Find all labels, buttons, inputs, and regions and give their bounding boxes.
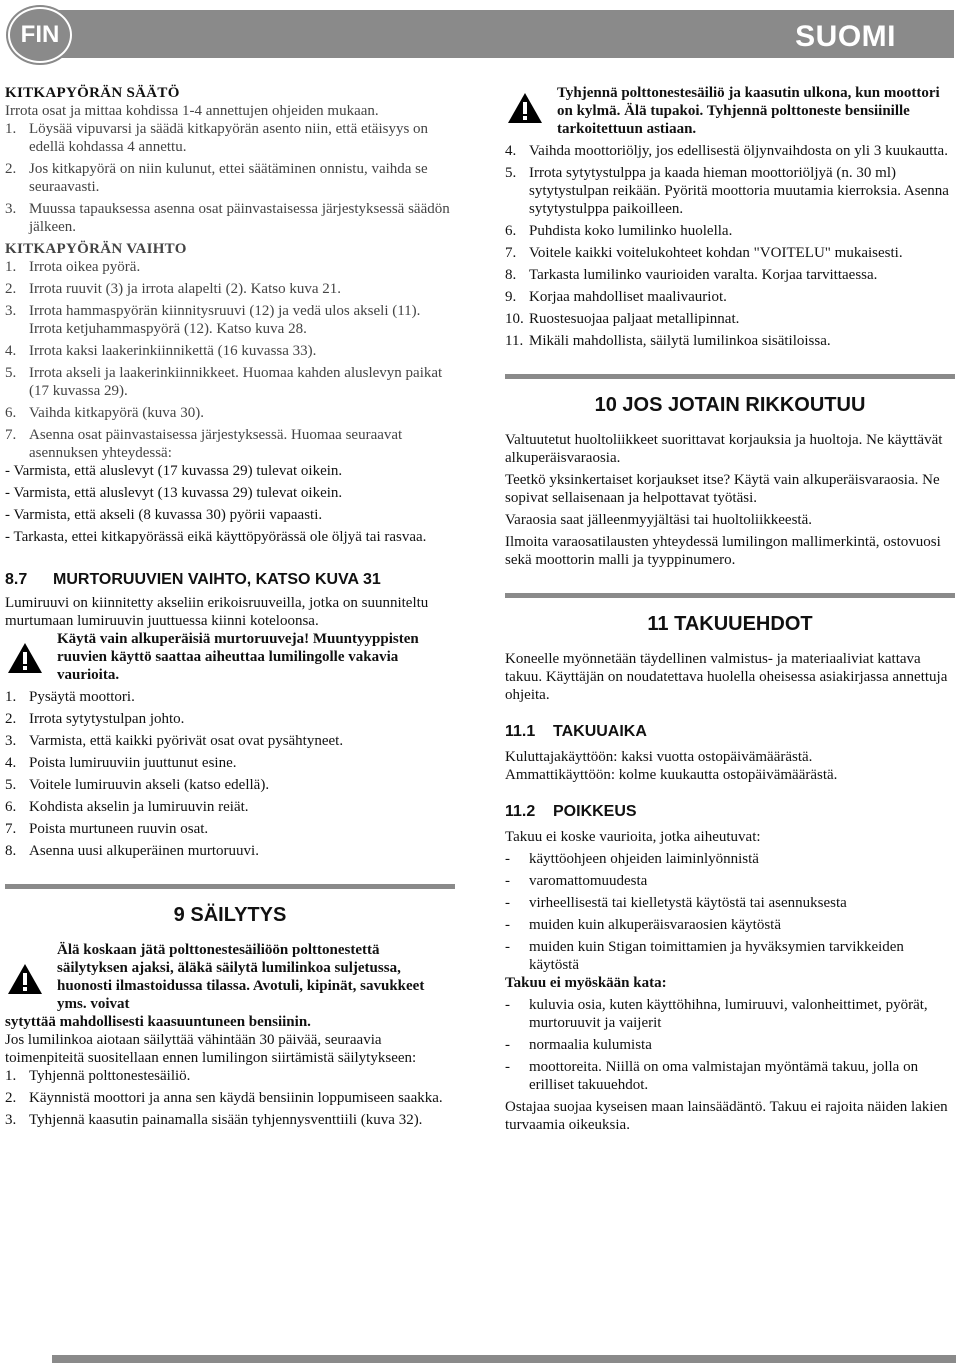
dash-marker: - [505, 895, 510, 911]
also-not-covered-title: Takuu ei myöskään kata: [505, 975, 667, 991]
also-not-covered-list [505, 996, 955, 1094]
item-text: normaalia kulumista [529, 1037, 652, 1053]
language-badge [8, 7, 72, 63]
item-text: muiden kuin Stigan toimittamien ja hyväksymien tarvikkeiden käytöstä [529, 939, 904, 973]
warning-icon [7, 642, 43, 674]
item-text: Irrota sytytystulpan johto. [29, 711, 185, 727]
list-item [5, 798, 455, 816]
item-number: 2. [5, 1090, 17, 1106]
list-item [5, 754, 455, 772]
dash-marker: - [505, 873, 510, 889]
section-10-paragraph-4: Ilmoita varaosatilausten yhteydessä lumilingon mallimerkintä, ostovuosi sekä moottorin malli ja tyyppinumero. [505, 534, 941, 568]
kit-change-title: KITKAPYÖRÄN VAIHTO [5, 241, 187, 257]
list-item [5, 404, 455, 422]
dash-marker: - [505, 917, 510, 933]
item-text: Löysää vipuvarsi ja säädä kitkapyörän asento niin, että etäisyys on edellä kohdassa 4 annettu. [29, 121, 429, 155]
item-text: Pysäytä moottori. [29, 689, 135, 705]
kit-change-notes [5, 462, 455, 546]
item-text: Kohdista akselin ja lumiruuvin reiät. [29, 799, 249, 815]
item-text: Käynnistä moottori ja anna sen käydä bensiinin loppumiseen saakka. [29, 1090, 443, 1106]
closing-paragraph: Ostajaa suojaa kyseisen maan lainsäädäntö. Takuu ei rajoita näiden lakien turvaamia oikeuksia. [505, 1099, 948, 1133]
section-11-title: 11 TAKUUEHDOT [505, 593, 955, 636]
warning-icon [7, 963, 43, 995]
bullet-item [505, 872, 955, 890]
item-number: 4. [5, 755, 17, 771]
item-text: Varmista, että kaikki pyörivät osat ovat pysähtyneet. [29, 733, 344, 749]
section-8-7-heading [5, 570, 455, 590]
section-title: POIKKEUS [553, 803, 637, 820]
item-text: Tarkasta lumilinko vaurioiden varalta. Korjaa tarvittaessa. [529, 267, 878, 283]
list-item [505, 142, 955, 160]
note-item: - Varmista, että aluslevyt (17 kuvassa 29) tulevat oikein. [5, 463, 343, 479]
item-text: Irrota kaksi laakerinkiinnikettä (16 kuvassa 33). [29, 343, 317, 359]
warranty-professional: Ammattikäyttöön: kolme kuukautta ostopäivämäärästä. [505, 767, 838, 783]
kit-adjust-title: KITKAPYÖRÄN SÄÄTÖ [5, 85, 180, 101]
section-11-paragraph: Koneelle myönnetään täydellinen valmistus- ja materiaaliviat kattava takuu. Käyttäjän on noudatettava huolella oheisessa asiakirjassa annettuja ohjeita. [505, 651, 948, 703]
kit-change-list [5, 258, 455, 462]
section-10-paragraph-3: Varaosia saat jälleenmyyjältäsi tai huoltoliikkeestä. [505, 512, 812, 528]
warning-icon [507, 92, 543, 124]
item-number: 3. [5, 201, 17, 217]
section-11-2-heading [505, 802, 955, 822]
section-8-7-list [5, 688, 455, 860]
item-text: muiden kuin alkuperäisvaraosien käytöstä [529, 917, 782, 933]
kit-adjust-list [5, 120, 455, 236]
list-item [5, 342, 455, 360]
item-number: 8. [5, 843, 17, 859]
dash-marker: - [505, 997, 510, 1013]
item-text: Muussa tapauksessa asenna osat päinvastaisessa järjestyksessä säädön jälkeen. [29, 201, 450, 235]
item-text: Irrota ruuvit (3) ja irrota alapelti (2). Katso kuva 21. [29, 281, 341, 297]
section-number: 11.2 [505, 803, 536, 820]
footer-bar [52, 1355, 956, 1363]
storage-steps-list [505, 142, 955, 350]
dash-marker: - [505, 1059, 510, 1075]
item-text: Voitele kaikki voitelukohteet kohdan "VOITELU" mukaisesti. [529, 245, 903, 261]
item-number: 5. [5, 365, 17, 381]
dash-marker: - [505, 939, 510, 955]
item-text: Tyhjennä kaasutin painamalla sisään tyhjennysventtiili (kuva 32). [29, 1112, 423, 1128]
list-item [5, 426, 455, 462]
exception-intro: Takuu ei koske vaurioita, jotka aiheutuvat: [505, 829, 761, 845]
item-text: varomattomuudesta [529, 873, 648, 889]
item-text: käyttöohjeen ohjeiden laiminlyönnistä [529, 851, 759, 867]
item-number: 7. [5, 427, 17, 443]
item-text: Mikäli mahdollista, säilytä lumilinkoa sisätiloissa. [529, 333, 831, 349]
item-text: Irrota hammaspyörän kiinnitysruuvi (12) ja vedä ulos akseli (11). Irrota ketjuhammaspyörä (12). Katso kuva 28. [29, 303, 421, 337]
list-item [5, 280, 455, 298]
section-10-paragraph-1: Valtuutetut huoltoliikkeet suorittavat korjauksia ja huoltoja. Ne käyttävät alkuperäisvaraosia. [505, 432, 943, 466]
item-number: 3. [5, 733, 17, 749]
item-number: 3. [5, 303, 17, 319]
item-text: Vaihda kitkapyörä (kuva 30). [29, 405, 204, 421]
list-item [505, 244, 955, 262]
storage-warning [505, 84, 955, 138]
item-text: Tyhjennä polttonestesäiliö. [29, 1068, 191, 1084]
item-number: 5. [5, 777, 17, 793]
item-text: Korjaa mahdolliset maalivauriot. [529, 289, 727, 305]
item-number: 2. [5, 711, 17, 727]
list-item [5, 200, 455, 236]
item-number: 2. [5, 281, 17, 297]
item-text: Irrota oikea pyörä. [29, 259, 141, 275]
list-item [5, 732, 455, 750]
section-8-7-warning [5, 630, 455, 684]
item-text: moottoreita. Niillä on oma valmistajan myöntämä takuu, jolla on erilliset takuuehdot. [529, 1059, 919, 1093]
exception-list [505, 850, 955, 974]
item-number: 1. [5, 689, 17, 705]
list-item [5, 1089, 455, 1107]
item-text: Poista lumiruuviin juuttunut esine. [29, 755, 237, 771]
language-code: FIN [20, 21, 60, 48]
item-text: Jos kitkapyörä on niin kulunut, ettei säätäminen onnistu, vaihda se seuraavasti. [29, 161, 428, 195]
list-item [5, 842, 455, 860]
item-number: 6. [5, 405, 17, 421]
section-10-paragraph-2: Teetkö yksinkertaiset korjaukset itse? Käytä vain alkuperäisvaraosia. Ne sopivat sellaisenaan ja helpottavat työtäsi. [505, 472, 940, 506]
header-bar [40, 10, 954, 58]
item-text: Irrota sytytystulppa ja kaada hieman moottoriöljyä (n. 30 ml) sytytystulpan reikään. Pyöritä moottoria muutamia kierroksia. Asenna sytytystulppa paikoilleen. [529, 165, 949, 217]
note-item: - Varmista, että akseli (8 kuvassa 30) pyörii vapaasti. [5, 507, 323, 523]
dash-marker: - [505, 1037, 510, 1053]
item-text: kuluvia osia, kuten käyttöhihna, lumiruuvi, valonheittimet, pyörät, murtoruuvit ja vaijerit [529, 997, 928, 1031]
section-title: MURTORUUVIEN VAIHTO, KATSO KUVA 31 [53, 571, 381, 588]
bullet-item [505, 938, 955, 974]
page-header [0, 6, 960, 64]
item-number: 1. [5, 259, 17, 275]
section-number: 11.1 [505, 723, 536, 740]
item-text: virheellisestä tai kielletystä käytöstä tai asennuksesta [529, 895, 847, 911]
item-number: 4. [5, 343, 17, 359]
list-item [5, 302, 455, 338]
warning-text: Älä koskaan jätä polttonestesäiliöön polttonestettä säilytyksen ajaksi, äläkä säilytä lumilinkoa suljetussa, huonosti ilmastoidussa tilassa. Avotuli, kipinät, savukkeet yms. voivat [57, 942, 425, 1012]
item-number: 2. [5, 161, 17, 177]
item-text: Asenna uusi alkuperäinen murtoruuvi. [29, 843, 259, 859]
item-number: 3. [5, 1112, 17, 1128]
warning-text: Käytä vain alkuperäisiä murtoruuveja! Muuntyyppisten ruuvien käyttö saattaa aiheuttaa lumilingolle vakavia vaurioita. [57, 631, 419, 683]
kit-adjust-intro: Irrota osat ja mittaa kohdissa 1-4 annettujen ohjeiden mukaan. [5, 103, 379, 119]
bullet-item [505, 1058, 955, 1094]
item-text: Puhdista koko lumilinko huolella. [529, 223, 733, 239]
bullet-item [505, 850, 955, 868]
section-9-list [5, 1067, 455, 1129]
note-item: - Tarkasta, ettei kitkapyörässä eikä käyttöpyörässä ole öljyä tai rasvaa. [5, 529, 427, 545]
item-number: 6. [5, 799, 17, 815]
section-10-title: 10 JOS JOTAIN RIKKOUTUU [505, 374, 955, 417]
list-item [5, 688, 455, 706]
bullet-item [505, 894, 955, 912]
section-title: TAKUUAIKA [553, 723, 647, 740]
list-item [505, 266, 955, 284]
list-item [505, 164, 955, 218]
bullet-item [505, 996, 955, 1032]
item-text: Asenna osat päinvastaisessa järjestyksessä. Huomaa seuraavat asennuksen yhteydessä: [29, 427, 403, 461]
item-number: 6. [505, 223, 517, 239]
list-item [5, 258, 455, 276]
list-item [505, 222, 955, 240]
section-9-warning [5, 941, 455, 1013]
language-title: SUOMI [795, 20, 896, 53]
section-11-1-heading [505, 722, 955, 742]
item-text: Voitele lumiruuvin akseli (katso edellä). [29, 777, 270, 793]
note-item: - Varmista, että aluslevyt (13 kuvassa 29) tulevat oikein. [5, 485, 343, 501]
dash-marker: - [505, 851, 510, 867]
section-9-warning-tail: sytyttää mahdollisesti kaasuuntuneen bensiinin. [5, 1014, 311, 1030]
list-item [5, 1067, 455, 1085]
item-number: 5. [505, 165, 517, 181]
right-column [505, 84, 955, 1134]
list-item [5, 1111, 455, 1129]
item-number: 1. [5, 1068, 17, 1084]
item-number: 8. [505, 267, 517, 283]
item-text: Vaihda moottoriöljy, jos edellisestä öljynvaihdosta on yli 3 kuukautta. [529, 143, 948, 159]
list-item [5, 710, 455, 728]
list-item [5, 364, 455, 400]
section-8-7-intro: Lumiruuvi on kiinnitetty akseliin erikoisruuveilla, jotka on suunniteltu murtumaan lumiruuvin juuttuessa kiinni koteloonsa. [5, 595, 429, 629]
item-number: 4. [505, 143, 517, 159]
list-item [505, 310, 955, 328]
item-text: Irrota akseli ja laakerinkiinnikkeet. Huomaa kahden aluslevyn paikat (17 kuvassa 29). [29, 365, 443, 399]
item-text: Ruostesuojaa paljaat metallipinnat. [529, 311, 740, 327]
item-number: 1. [5, 121, 17, 137]
list-item [5, 120, 455, 156]
item-number: 10. [505, 311, 524, 327]
bullet-item [505, 916, 955, 934]
left-column [5, 84, 455, 1129]
item-number: 7. [5, 821, 17, 837]
item-number: 11. [505, 333, 524, 349]
section-number: 8.7 [5, 571, 28, 588]
item-number: 7. [505, 245, 517, 261]
list-item [5, 776, 455, 794]
list-item [5, 820, 455, 838]
section-9-intro: Jos lumilinkoa aiotaan säilyttää vähintään 30 päivää, seuraavia toimenpiteitä suositellaan ennen lumilingon siirtämistä säilytykseen: [5, 1032, 417, 1066]
item-number: 9. [505, 289, 517, 305]
warning-text: Tyhjennä polttonestesäiliö ja kaasutin ulkona, kun moottori on kylmä. Älä tupakoi. Tyhjennä polttoneste bensiinille tarkoitettuun astiaan. [557, 85, 940, 137]
list-item [5, 160, 455, 196]
warranty-consumer: Kuluttajakäyttöön: kaksi vuotta ostopäivämäärästä. [505, 749, 813, 765]
bullet-item [505, 1036, 955, 1054]
list-item [505, 288, 955, 306]
list-item [505, 332, 955, 350]
section-9-title: 9 SÄILYTYS [5, 884, 455, 927]
item-text: Poista murtuneen ruuvin osat. [29, 821, 209, 837]
